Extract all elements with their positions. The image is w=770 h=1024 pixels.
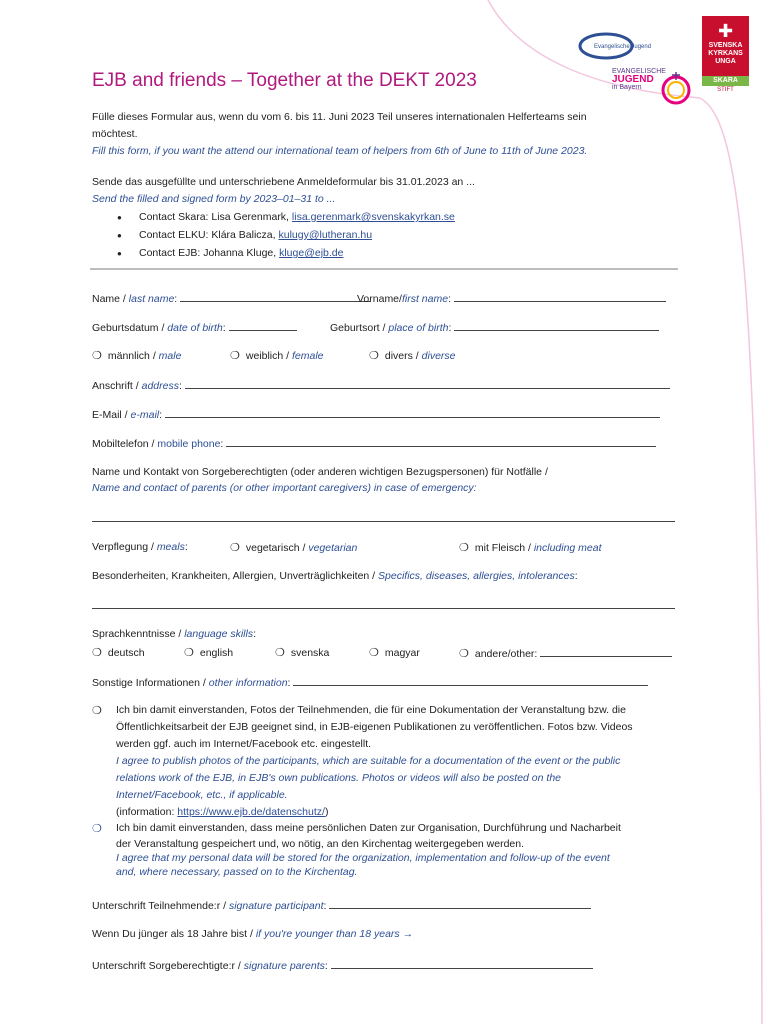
send-en: Send the filled and signed form by 2023–01–31 to ... — [92, 193, 336, 205]
address-label: Anschrift / address: — [92, 378, 670, 392]
page-title: EJB and friends – Together at the DEKT 2023 — [92, 70, 477, 91]
consent1-en-line2: relations work of the EJB, in EJB's own publications. Photos or videos will also be posted on the — [116, 772, 561, 784]
first-name-label: Vorname/first name: — [357, 291, 666, 305]
lang-other[interactable]: ❍ andere/other: — [459, 646, 672, 660]
contact-label: Contact Skara: Lisa Gerenmark, — [139, 211, 292, 223]
lang-magyar[interactable]: ❍ magyar — [369, 647, 420, 659]
checkbox-icon: ❍ — [184, 647, 194, 659]
special-field[interactable] — [92, 598, 675, 609]
checkbox-icon: ❍ — [369, 647, 379, 659]
consent1-de-line3: werden ggf. auch im Internet/Facebook etc. eingestellt. — [116, 738, 372, 750]
svk-stift: STIFT — [702, 86, 749, 94]
ej-logo-line2: JUGEND — [612, 74, 654, 85]
consent2-en-line1: I agree that my personal data will be stored for the organization, implementation and follow-up of the event — [116, 852, 610, 864]
lang-other-field[interactable] — [540, 646, 672, 657]
contact-skara — [139, 211, 455, 223]
meal-meat[interactable]: ❍ mit Fleisch / including meat — [459, 542, 602, 554]
other-info-label: Sonstige Informationen / other information: — [92, 675, 648, 689]
email-link[interactable]: lisa.gerenmark@svenskakyrkan.se — [291, 211, 455, 223]
contact-elku — [139, 229, 372, 241]
consent-data-checkbox[interactable]: ❍ — [92, 823, 102, 835]
consent1-info: (information: https://www.ejb.de/datenschutz/) — [116, 806, 329, 818]
checkbox-icon: ❍ — [275, 647, 285, 659]
ej-logo-line3: in Bayern — [612, 84, 642, 91]
svenska-kyrkans-unga-logo — [702, 16, 749, 94]
consent1-en-line3: Internet/Facebook, etc., if applicable. — [116, 789, 288, 801]
last-name-field[interactable] — [180, 291, 370, 302]
gender-diverse[interactable]: ❍ divers / diverse — [369, 350, 456, 362]
consent2-en-line2: and, where necessary, passed on to the Kirchentag. — [116, 866, 358, 878]
consent2-de-line2: der Veranstaltung gespeichert und, wo nötig, an den Kirchentag weitergegeben werden. — [116, 838, 525, 850]
contact-ejb — [139, 247, 343, 259]
ejb-logo-text: Evangelische Jugend — [594, 44, 652, 50]
contact-label: Contact EJB: Johanna Kluge, — [139, 247, 280, 259]
lang-english[interactable]: ❍ english — [184, 647, 234, 659]
lang-deutsch[interactable]: ❍ deutsch — [92, 647, 145, 659]
ejb-logo — [574, 26, 652, 66]
checkbox-icon: ❍ — [92, 350, 102, 362]
consent1-en-line1: I agree to publish photos of the participants, which are suitable for a documentation of the event or the public — [116, 755, 621, 767]
evangelische-jugend-logo — [612, 68, 692, 108]
guardian-field[interactable] — [92, 511, 675, 522]
cross-icon: ✚ — [717, 21, 734, 41]
dob-field[interactable] — [229, 320, 297, 331]
first-name-field[interactable] — [454, 291, 666, 302]
gender-female[interactable]: ❍ weiblich / female — [230, 350, 324, 362]
divider — [90, 268, 678, 270]
special-label: Besonderheiten, Krankheiten, Allergien, Unverträglichkeiten / Specifics, diseases, allergies, intolerances: — [92, 570, 578, 582]
consent1-de-line2: Öffentlichkeitsarbeit der EJB geeignet sind, in EJB-eigenen Publikationen zu veröffentlichen. Fotos bzw. Videos — [116, 721, 633, 733]
lang-svenska[interactable]: ❍ svenska — [275, 647, 330, 659]
svk-line1: SVENSKA — [708, 42, 743, 49]
intro-en-line: Fill this form, if you want the attend our international team of helpers from 6th of June to 11th of June 2023. — [92, 145, 588, 157]
ej-logo-line1: EVANGELISCHE — [612, 68, 666, 75]
gender-male[interactable]: ❍ männlich / male — [92, 350, 182, 362]
checkbox-icon: ❍ — [459, 542, 469, 554]
checkbox-icon: ❍ — [230, 542, 240, 554]
signature-parents-label: Unterschrift Sorgeberechtigte:r / signature parents: — [92, 958, 593, 972]
email-field[interactable] — [165, 407, 660, 418]
checkbox-icon: ❍ — [459, 648, 469, 660]
address-field[interactable] — [185, 378, 670, 389]
checkbox-icon: ❍ — [369, 350, 379, 362]
dob-label: Geburtsdatum / date of birth: — [92, 320, 297, 334]
signature-parents-field[interactable] — [331, 958, 593, 969]
checkbox-icon: ❍ — [92, 647, 102, 659]
bullet-icon: ● — [117, 249, 122, 258]
intro-de-line2: möchtest. — [92, 128, 138, 140]
meals-label: Verpflegung / meals: — [92, 541, 188, 553]
bullet-icon: ● — [117, 213, 122, 222]
checkbox-icon: ❍ — [230, 350, 240, 362]
email-label: E-Mail / e-mail: — [92, 407, 660, 421]
other-info-field[interactable] — [293, 675, 648, 686]
meal-vegetarian[interactable]: ❍ vegetarisch / vegetarian — [230, 542, 358, 554]
guardian-en: Name and contact of parents (or other important caregivers) in case of emergency: — [92, 482, 477, 494]
guardian-de: Name und Kontakt von Sorgeberechtigten (oder anderen wichtigen Bezugspersonen) für Notfälle / — [92, 466, 548, 478]
signature-participant-field[interactable] — [329, 898, 591, 909]
svk-line3: UNGA — [715, 58, 736, 65]
consent2-de-line1: Ich bin damit einverstanden, dass meine persönlichen Daten zur Organisation, Durchführung und Nacharbeit — [116, 822, 621, 834]
consent-photos-checkbox[interactable]: ❍ — [92, 705, 102, 717]
svk-line2: KYRKANS — [708, 50, 743, 57]
email-link[interactable]: kluge@ejb.de — [279, 247, 344, 259]
language-label: Sprachkenntnisse / language skills: — [92, 628, 257, 640]
contact-label: Contact ELKU: Klára Balicza, — [139, 229, 279, 241]
mobile-field[interactable] — [226, 436, 656, 447]
under-18-note: Wenn Du jünger als 18 Jahre bist / if you're younger than 18 years → — [92, 928, 414, 940]
consent1-de-line1: Ich bin damit einverstanden, Fotos der Teilnehmenden, die für eine Dokumentation der Veranstaltung bzw. die — [116, 704, 626, 716]
privacy-link[interactable]: https://www.ejb.de/datenschutz/ — [177, 806, 325, 818]
send-de: Sende das ausgefüllte und unterschriebene Anmeldeformular bis 31.01.2023 an ... — [92, 176, 475, 188]
signature-participant-label: Unterschrift Teilnehmende:r / signature participant: — [92, 898, 591, 912]
pob-field[interactable] — [454, 320, 659, 331]
intro-de-line1: Fülle dieses Formular aus, wenn du vom 6. bis 11. Juni 2023 Teil unseres internationalen Helferteams sein — [92, 111, 587, 123]
bullet-icon: ● — [117, 231, 122, 240]
svk-skara: SKARA — [702, 76, 749, 86]
last-name-label: Name / last name: — [92, 291, 370, 305]
email-link[interactable]: kulugy@lutheran.hu — [278, 229, 373, 241]
pob-label: Geburtsort / place of birth: — [330, 320, 659, 334]
mobile-label: Mobiltelefon / mobile phone: — [92, 436, 656, 450]
